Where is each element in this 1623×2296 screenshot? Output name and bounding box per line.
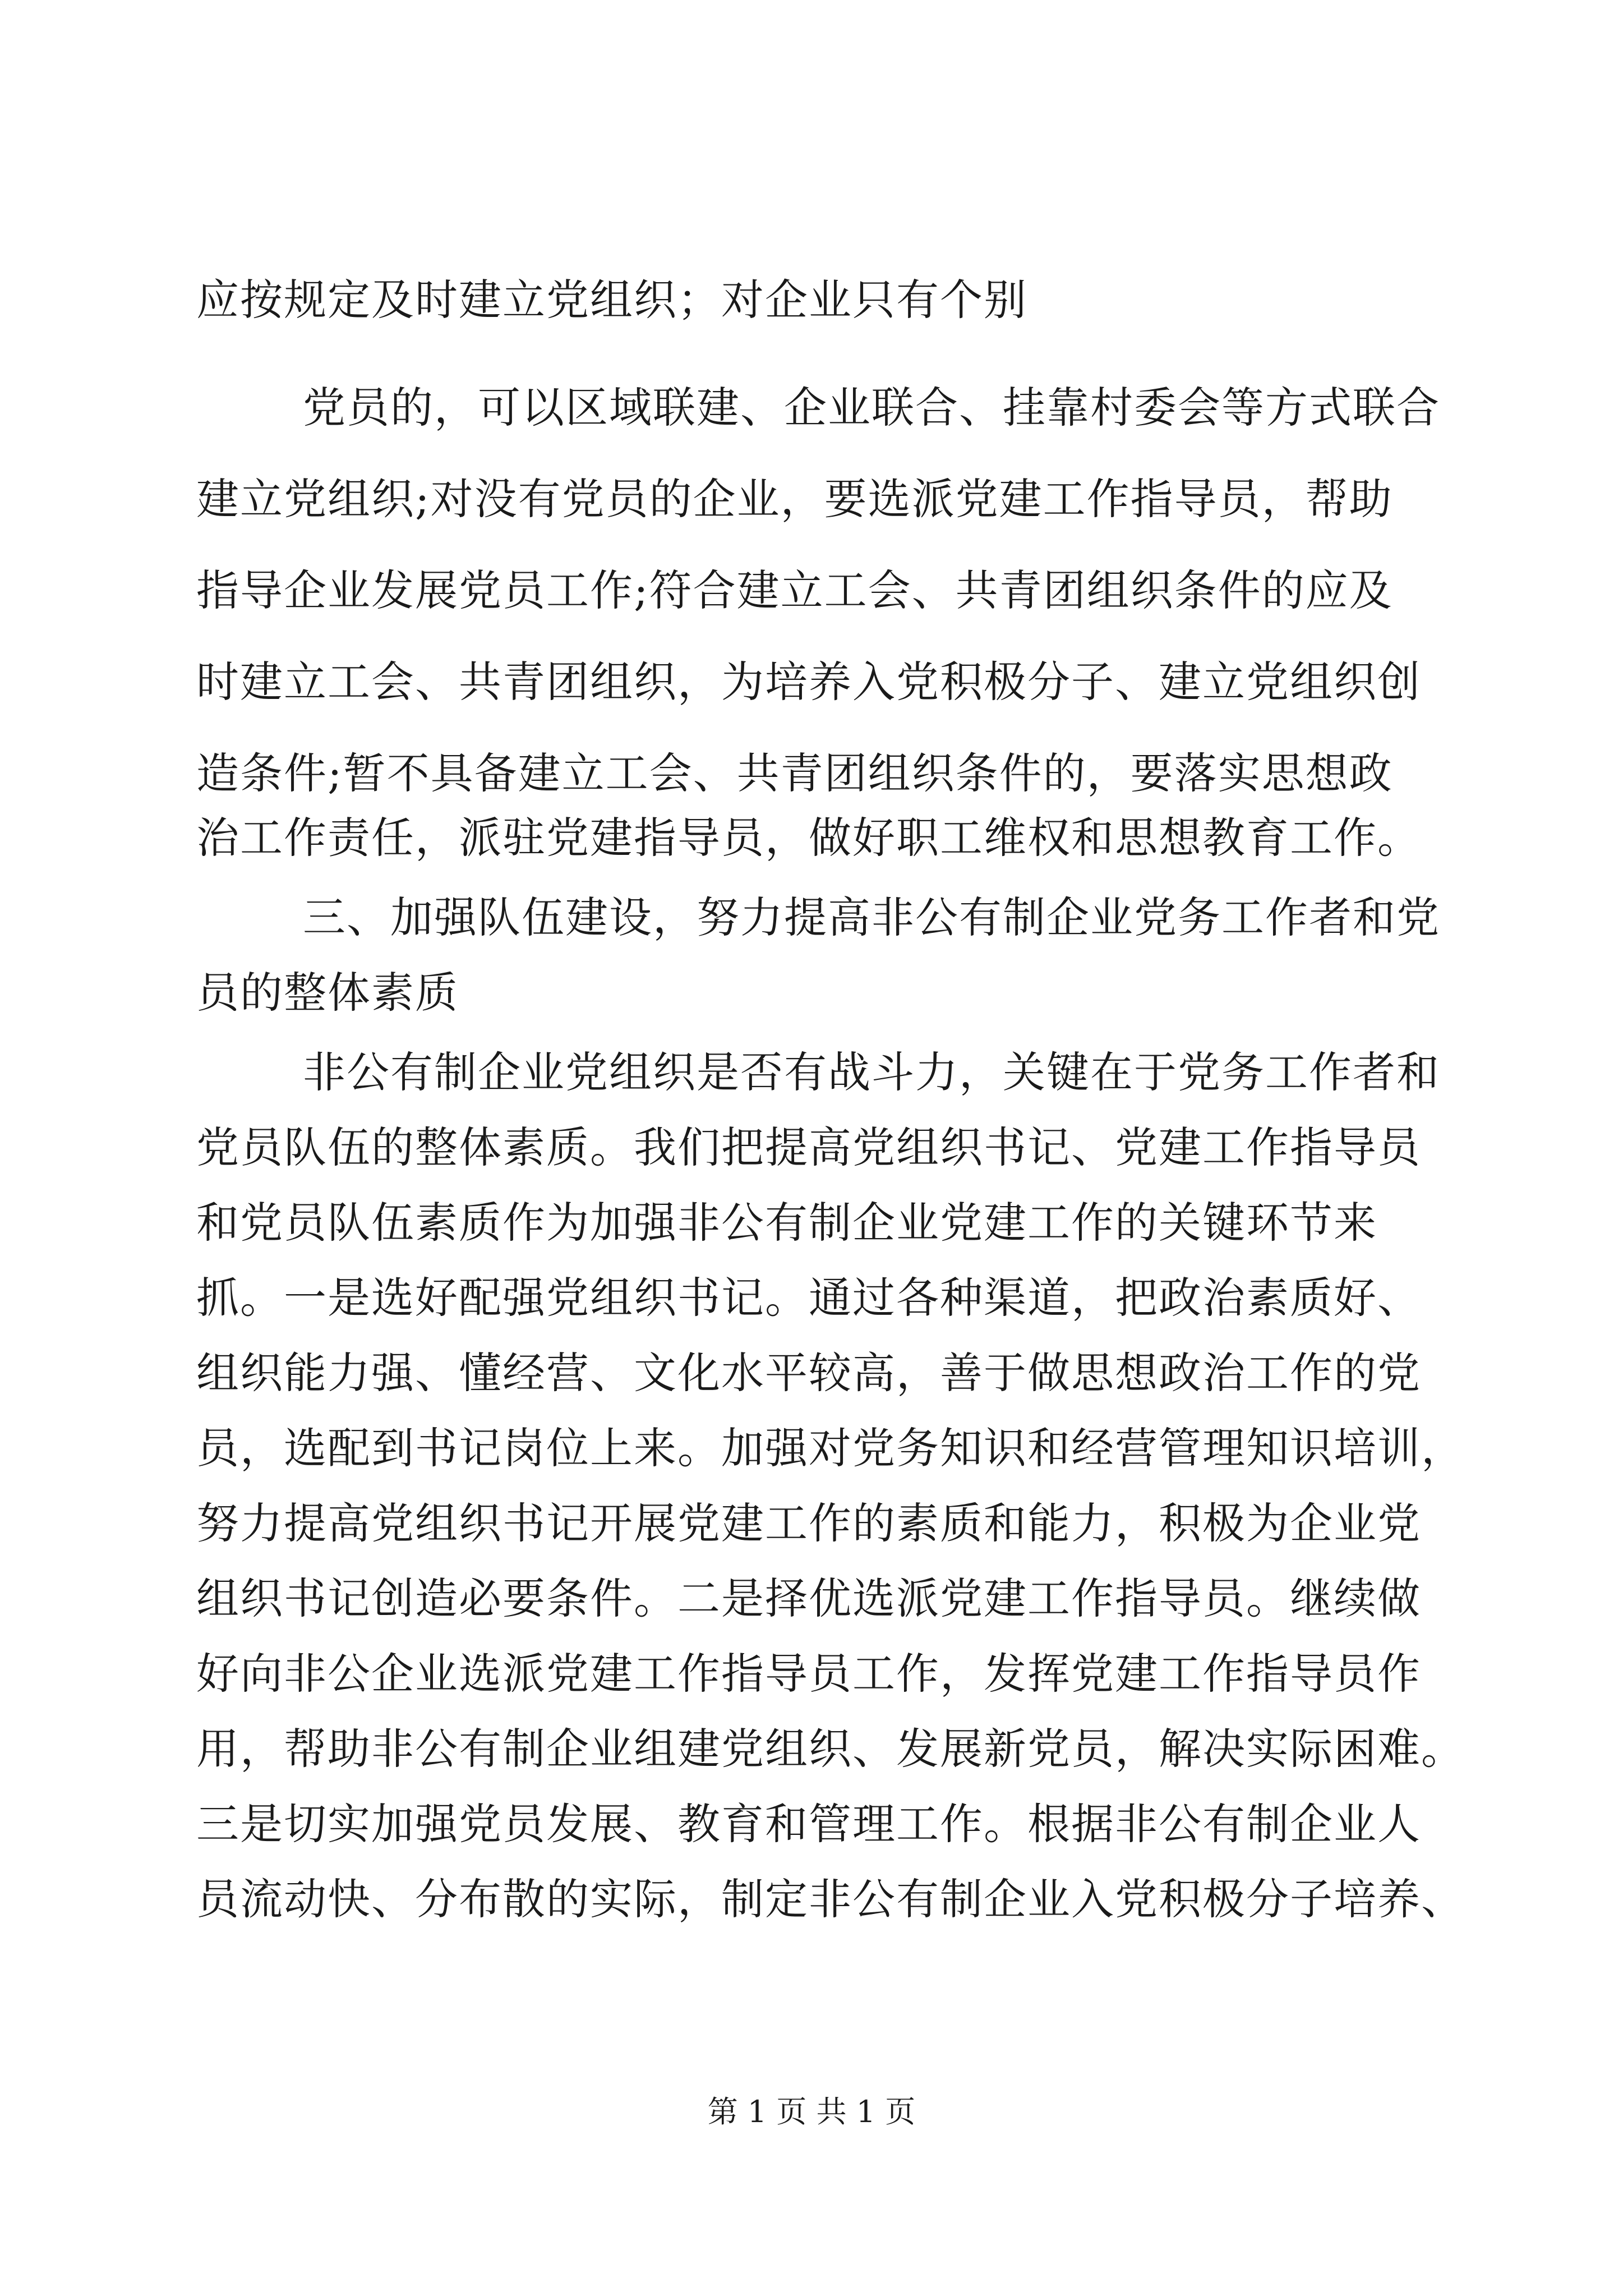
- text-line: 非公有制企业党组织是否有战斗力，关键在于党务工作者和: [303, 1047, 1440, 1097]
- text-line: 组织书记创造必要条件。二是择优选派党建工作指导员。继续做: [196, 1573, 1421, 1623]
- text-line: 员流动快、分布散的实际，制定非公有制企业入党积极分子培养、: [196, 1874, 1465, 1924]
- text-line: 和党员队伍素质作为加强非公有制企业党建工作的关键环节来: [196, 1198, 1377, 1248]
- text-line: 努力提高党组织书记开展党建工作的素质和能力，积极为企业党: [196, 1498, 1421, 1548]
- text-line: 组织能力强、懂经营、文化水平较高，善于做思想政治工作的党: [196, 1348, 1421, 1398]
- section-heading: 三、加强队伍建设，努力提高非公有制企业党务工作者和党: [303, 892, 1440, 942]
- text-line: 党员的，可以区域联建、企业联合、挂靠村委会等方式联合: [303, 383, 1440, 432]
- text-line: 治工作责任，派驻党建指导员，做好职工维权和思想教育工作。: [196, 813, 1421, 863]
- text-line: 党员队伍的整体素质。我们把提高党组织书记、党建工作指导员: [196, 1122, 1421, 1172]
- text-line: 三是切实加强党员发展、教育和管理工作。根据非公有制企业人: [196, 1799, 1421, 1849]
- text-line: 员，选配到书记岗位上来。加强对党务知识和经营管理知识培训，: [196, 1423, 1465, 1473]
- section-heading-cont: 员的整体素质: [196, 968, 459, 1018]
- text-line: 用，帮助非公有制企业组建党组织、发展新党员，解决实际困难。: [196, 1724, 1465, 1774]
- text-line: 时建立工会、共青团组织，为培养入党积极分子、建立党组织创: [196, 657, 1421, 707]
- text-line: 建立党组织;对没有党员的企业，要选派党建工作指导员，帮助: [196, 474, 1393, 524]
- text-line: 好向非公企业选派党建工作指导员工作，发挥党建工作指导员作: [196, 1649, 1421, 1699]
- text-line: 抓。一是选好配强党组织书记。通过各种渠道，把政治素质好、: [196, 1273, 1421, 1323]
- text-line: 应按规定及时建立党组织；对企业只有个别: [196, 275, 1027, 325]
- page-number-footer: 第 1 页 共 1 页: [707, 2094, 916, 2129]
- text-line: 指导企业发展党员工作;符合建立工会、共青团组织条件的应及: [196, 565, 1393, 615]
- text-line: 造条件;暂不具备建立工会、共青团组织条件的，要落实思想政: [196, 748, 1393, 798]
